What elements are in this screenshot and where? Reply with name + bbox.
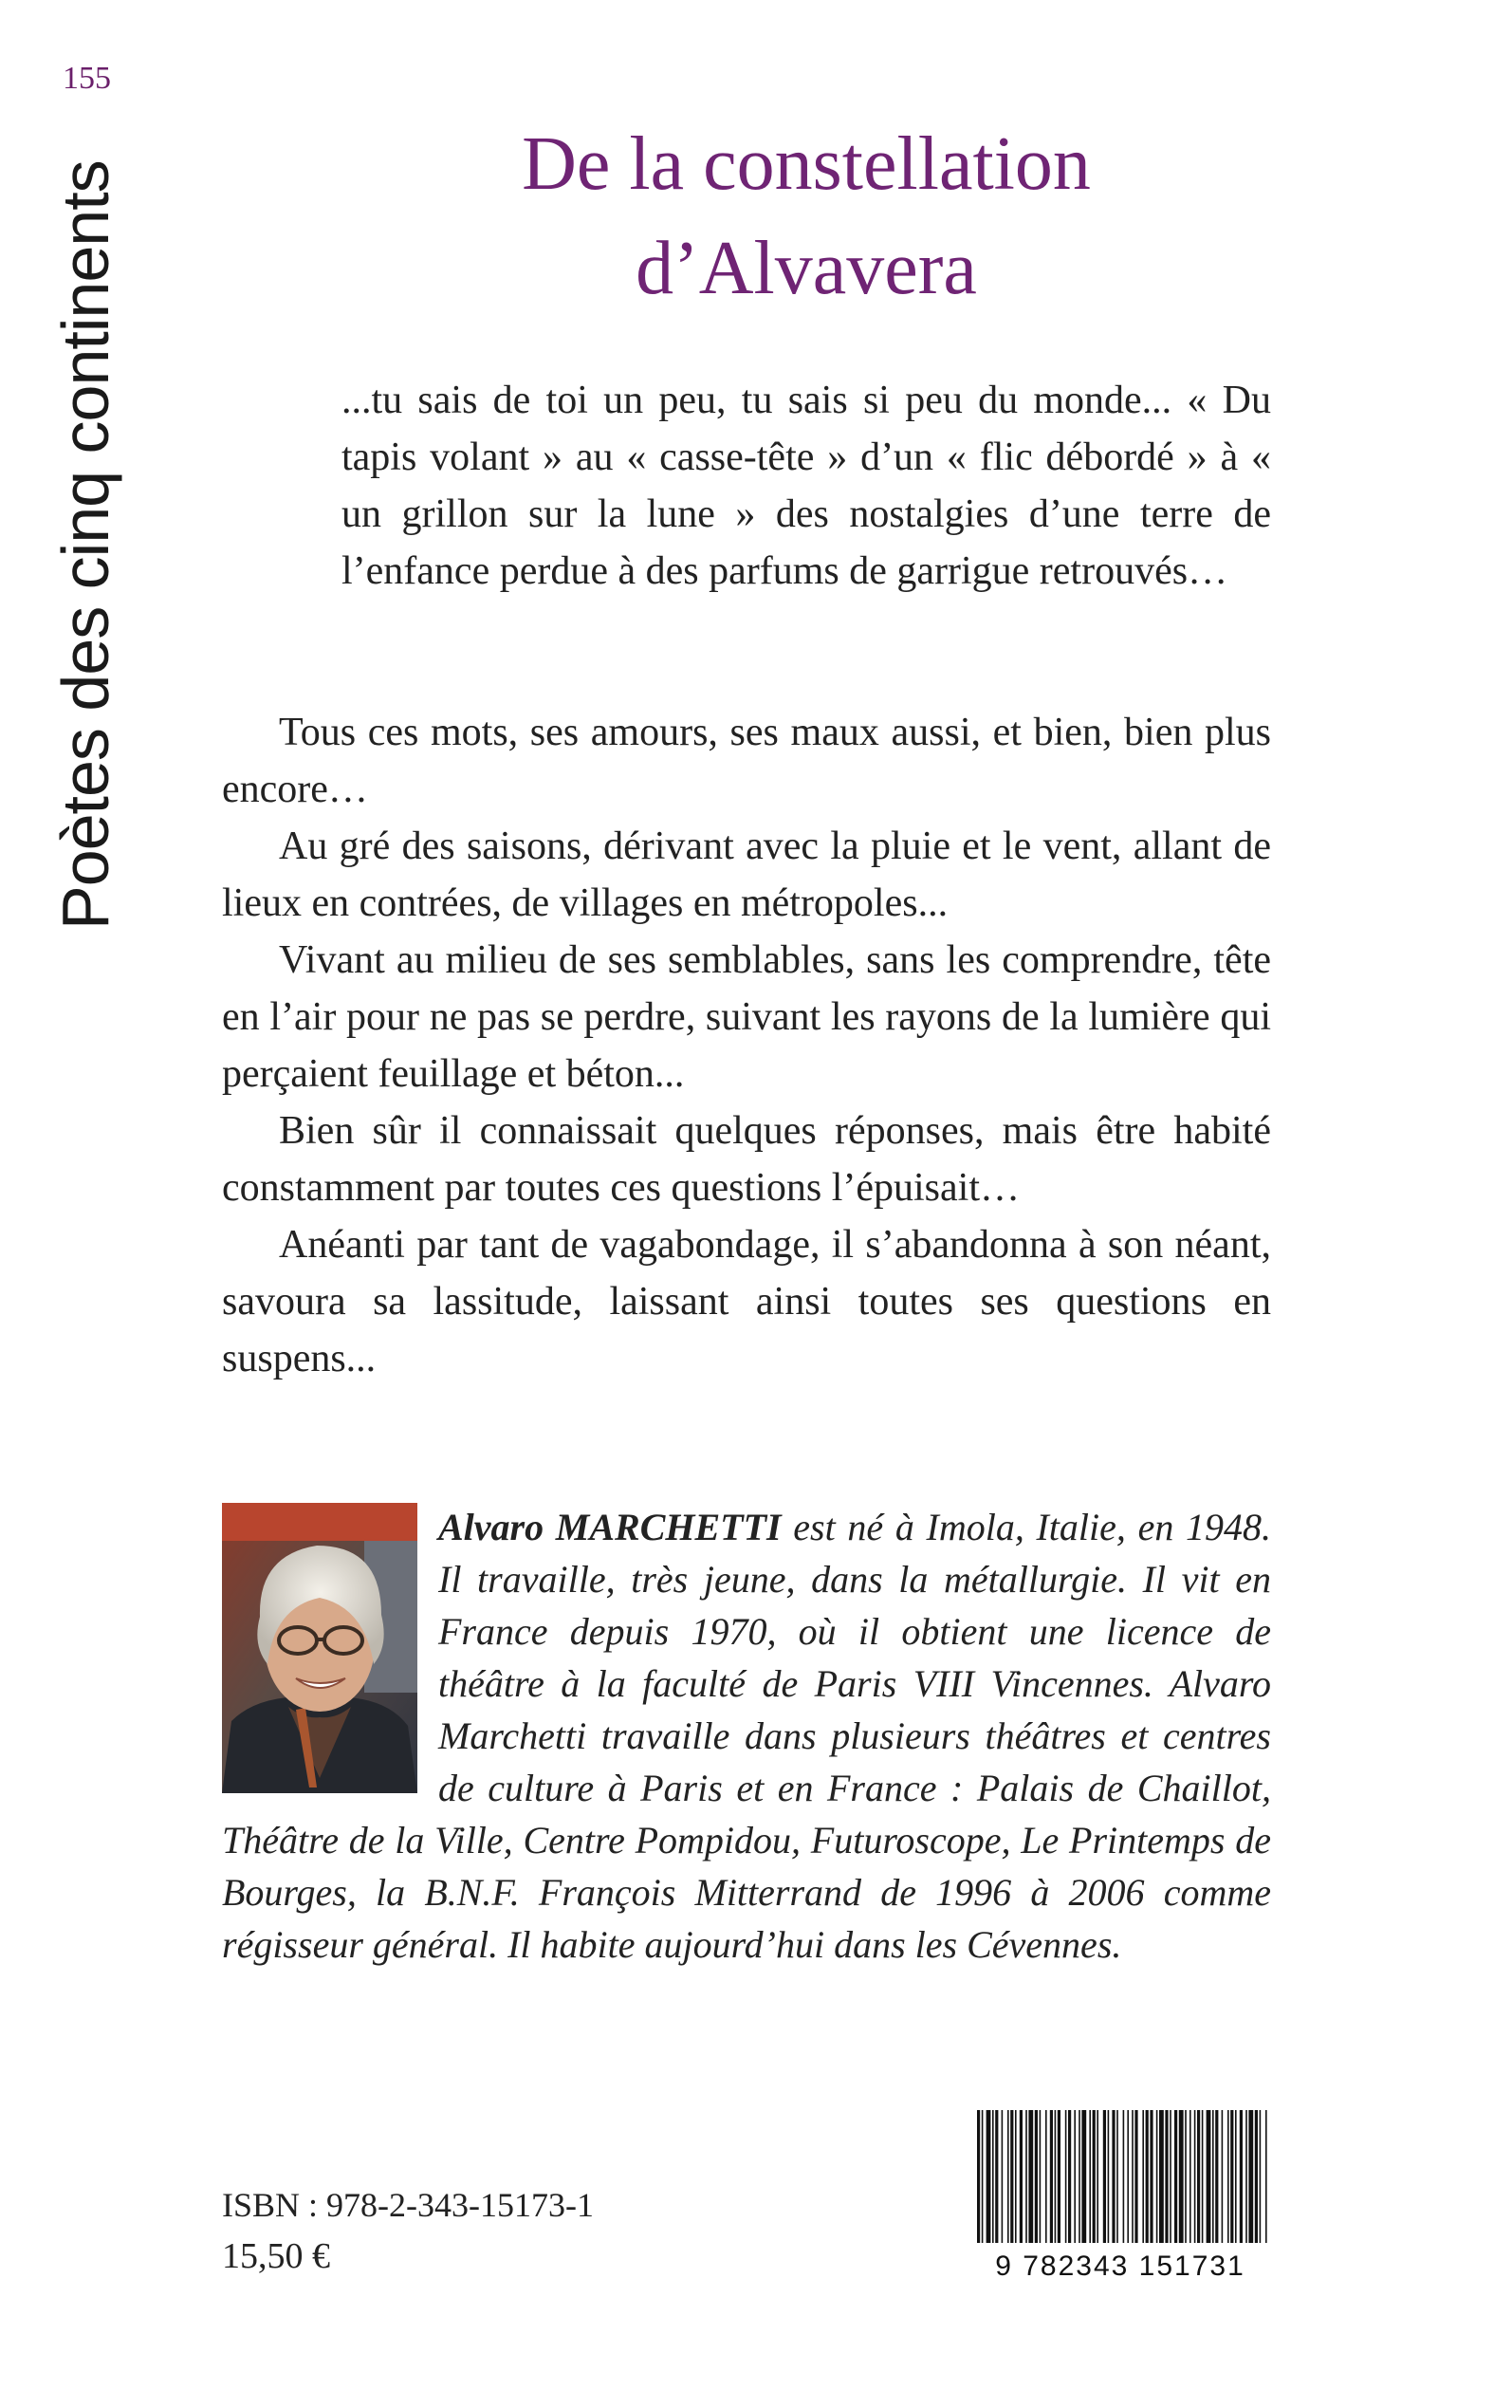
- barcode-bar: [986, 2110, 991, 2243]
- barcode-bar: [1127, 2110, 1129, 2243]
- book-title-line-1: De la constellation: [522, 122, 1091, 206]
- barcode-bar: [1150, 2110, 1152, 2243]
- isbn: ISBN : 978-2-343-15173-1: [222, 2186, 594, 2224]
- barcode-bar: [1185, 2110, 1187, 2243]
- barcode-digits: 9 782343 151731: [995, 2251, 1245, 2281]
- barcode-bar: [1028, 2110, 1033, 2243]
- author-name: Alvaro MARCHETTI: [438, 1506, 782, 1548]
- barcode-bar: [1045, 2110, 1047, 2243]
- barcode-bar: [1112, 2110, 1115, 2243]
- barcode-bar: [1194, 2110, 1196, 2243]
- price: 15,50 €: [222, 2236, 330, 2276]
- barcode-bar: [1207, 2110, 1211, 2243]
- barcode-bar: [1097, 2110, 1098, 2243]
- barcode-bar: [1108, 2110, 1110, 2243]
- back-cover-text: [222, 704, 1271, 1387]
- barcode-bar: [1002, 2110, 1004, 2243]
- barcode-bar: [995, 2110, 998, 2243]
- barcode-bar: [1245, 2110, 1247, 2243]
- barcode-bar: [1103, 2110, 1106, 2243]
- barcode-bar: [1068, 2110, 1071, 2243]
- body-paragraph: Vivant au milieu de ses semblables, sans les comprendre, tête en l’air pour ne pas se perdre, suivant les rayons de la lumière qui perçaient feuillage et béton...: [222, 938, 1271, 1096]
- barcode-bar: [1260, 2110, 1262, 2243]
- barcode-bar: [1055, 2110, 1057, 2243]
- barcode-bar: [1134, 2110, 1137, 2243]
- body-paragraph: Au gré des saisons, dérivant avec la pluie et le vent, allant de lieux en contrées, de villages en métropoles...: [222, 824, 1271, 925]
- barcode-bar: [1123, 2110, 1125, 2243]
- barcode-bar: [1146, 2110, 1149, 2243]
- barcode-bar: [1156, 2110, 1158, 2243]
- barcode-bar: [1227, 2110, 1229, 2243]
- body-paragraph: Tous ces mots, ses amours, ses maux aussi, et bien, bien plus encore…: [222, 711, 1271, 811]
- barcode-bar: [1189, 2110, 1191, 2243]
- barcode-bar: [1170, 2110, 1171, 2243]
- barcode-bar: [1025, 2110, 1027, 2243]
- barcode-bar: [1165, 2110, 1168, 2243]
- author-bio-text: est né à Imola, Italie, en 1948. Il travaille, très jeune, dans la métallurgie. Il vit en France depuis 1970, où il obtient une licence de théâtre à la faculté de Paris VIII Vincennes. Alvaro Marchetti travaille dans plusieurs théâtres et centres de culture à Paris et en France : Palais de Chaillot, Théâtre de la Ville, Centre Pompidou, Futuroscope, Le Printemps de Bourges, la B.N.F. François Mitterrand de 1996 à 2006 comme régisseur général. Il habite aujourd’hui dans les Cévennes.: [222, 1506, 1271, 1966]
- barcode-bar: [1265, 2110, 1267, 2243]
- barcode-bar: [1093, 2110, 1096, 2243]
- barcode-bar: [992, 2110, 994, 2243]
- barcode-bar: [1089, 2110, 1091, 2243]
- barcode-bar: [1116, 2110, 1118, 2243]
- barcode-bar: [1255, 2110, 1258, 2243]
- author-photo: [222, 1503, 417, 1793]
- barcode-bar: [1079, 2110, 1080, 2243]
- barcode-bar: [1202, 2110, 1204, 2243]
- barcode-graphic: [966, 2106, 1275, 2281]
- barcode-bar: [1081, 2110, 1086, 2243]
- book-title-line-2: d’Alvavera: [636, 227, 977, 310]
- author-portrait-image: [222, 1503, 417, 1793]
- barcode-bar: [1212, 2110, 1214, 2243]
- barcode-bar: [1035, 2110, 1038, 2243]
- collection-name: Poètes des cinq continents: [48, 160, 122, 930]
- barcode-bar: [1159, 2110, 1164, 2243]
- barcode-bar: [1074, 2110, 1076, 2243]
- intro-text: ...tu sais de toi un peu, tu sais si peu du monde... « Du tapis volant » au « casse-tête » d’un « flic débordé » à « un grillon sur la lune » des nostalgies d’une terre de l’enfance perdue à des parfums de garrigue retrouvés…: [341, 379, 1271, 593]
- barcode-bar: [1142, 2110, 1144, 2243]
- barcode-bar: [1222, 2110, 1224, 2243]
- barcode-bar: [982, 2110, 984, 2243]
- barcode-bar: [1197, 2110, 1200, 2243]
- barcode-bar: [977, 2110, 980, 2243]
- barcode-bar: [1240, 2110, 1243, 2243]
- barcode-bar: [1132, 2110, 1134, 2243]
- barcode-bar: [1040, 2110, 1042, 2243]
- book-title: [266, 112, 1347, 321]
- intro-excerpt: [341, 372, 1271, 600]
- barcode-bar: [1020, 2110, 1023, 2243]
- barcode-bar: [1248, 2110, 1253, 2243]
- barcode-bar: [1230, 2110, 1233, 2243]
- barcode-bar: [1058, 2110, 1060, 2243]
- barcode-bar: [1007, 2110, 1009, 2243]
- collection-name-spine: [47, 152, 123, 930]
- barcode-bar: [1065, 2110, 1067, 2243]
- barcode-bar: [1015, 2110, 1017, 2243]
- barcode-bar: [1010, 2110, 1013, 2243]
- barcode-bar: [1050, 2110, 1053, 2243]
- barcode-bar: [1174, 2110, 1177, 2243]
- body-paragraph: Anéanti par tant de vagabondage, il s’abandonna à son néant, savoura sa lassitude, laissant ainsi toutes ses questions en suspens...: [222, 1223, 1271, 1380]
- collection-number: 155: [63, 61, 111, 96]
- barcode-bar: [1235, 2110, 1237, 2243]
- barcode-bars: [977, 2110, 1267, 2243]
- body-paragraph: Bien sûr il connaissait quelques réponses, mais être habité constamment par toutes ces questions l’épuisait…: [222, 1109, 1271, 1210]
- barcode-bar: [1179, 2110, 1184, 2243]
- barcode: [966, 2106, 1275, 2281]
- barcode-bar: [1215, 2110, 1218, 2243]
